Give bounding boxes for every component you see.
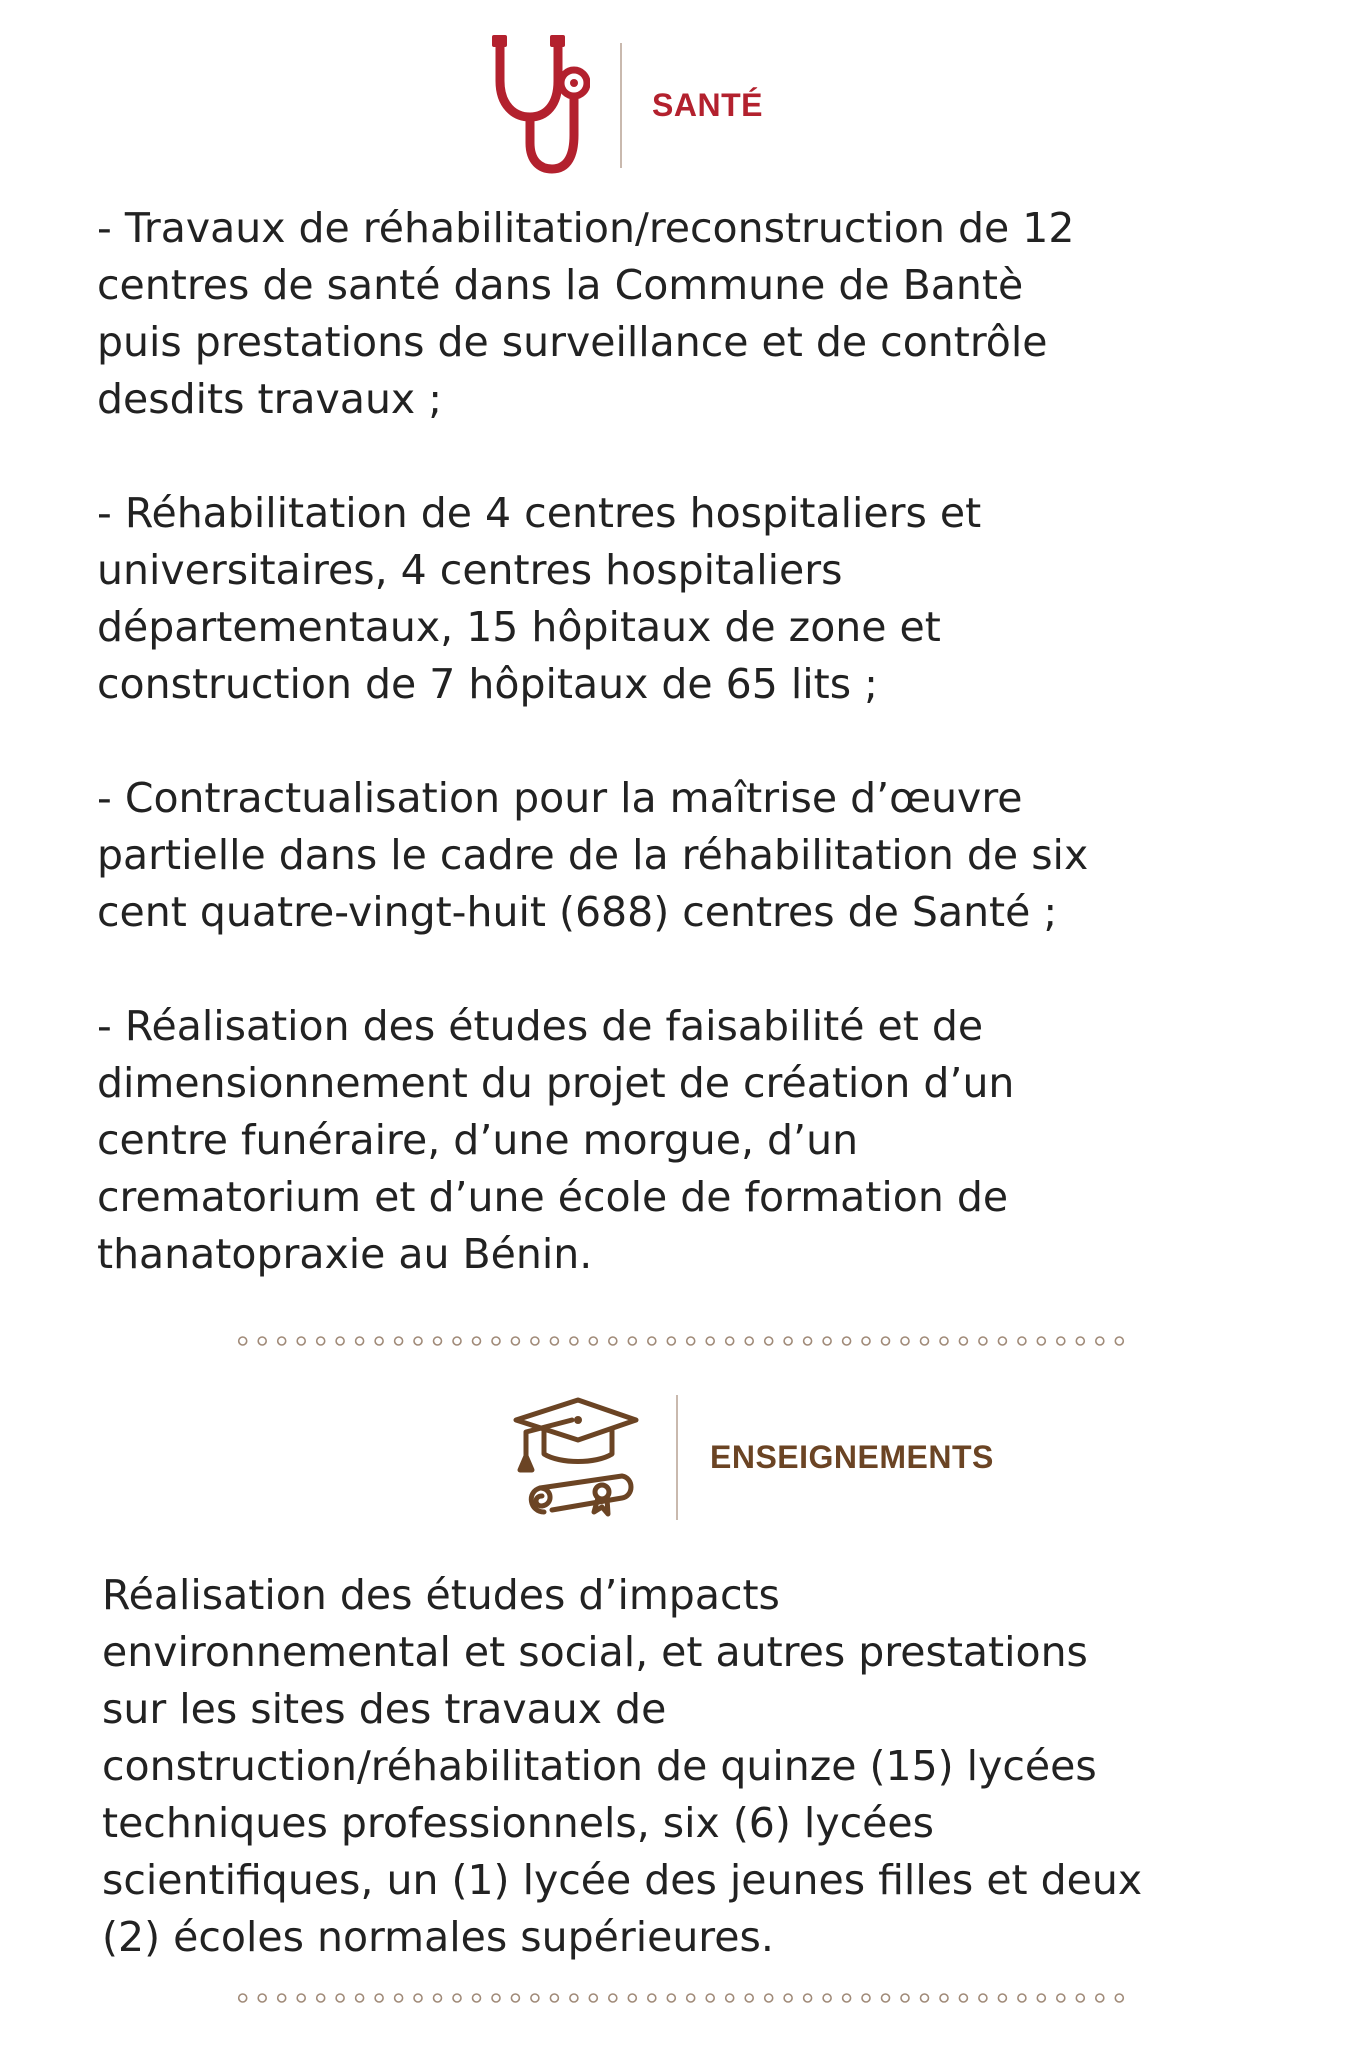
divider-dot [511, 1994, 519, 2002]
divider-dot [940, 1337, 948, 1345]
sante-content [97, 200, 1337, 1283]
divider-dot [453, 1337, 461, 1345]
divider-dot [434, 1994, 442, 2002]
divider-dot [648, 1994, 656, 2002]
divider-dot [336, 1337, 344, 1345]
divider-dot [921, 1994, 929, 2002]
divider-dot [667, 1337, 675, 1345]
enseignements-title: ENSEIGNEMENTS [710, 1438, 994, 1475]
divider-dot [1037, 1337, 1045, 1345]
divider-dot [667, 1994, 675, 2002]
divider-dot [609, 1337, 617, 1345]
divider-dot [531, 1994, 539, 2002]
divider-dot [356, 1994, 364, 2002]
divider-dot [882, 1994, 890, 2002]
stethoscope-icon [488, 35, 590, 175]
divider-dot [648, 1337, 656, 1345]
divider-dot [823, 1337, 831, 1345]
divider-dot [1096, 1994, 1104, 2002]
divider-dot [843, 1994, 851, 2002]
dotted-divider [233, 1991, 1129, 2005]
divider-dot [492, 1994, 500, 2002]
divider-dot [901, 1337, 909, 1345]
divider-dot [550, 1994, 558, 2002]
divider-dot [804, 1337, 812, 1345]
divider-dot [570, 1337, 578, 1345]
divider-dot [726, 1994, 734, 2002]
divider-dot [395, 1337, 403, 1345]
divider-dot [706, 1994, 714, 2002]
divider-dot [336, 1994, 344, 2002]
divider-dot [258, 1994, 266, 2002]
divider-dot [979, 1337, 987, 1345]
divider-dot [395, 1994, 403, 2002]
divider-dot [862, 1994, 870, 2002]
divider-dot [882, 1337, 890, 1345]
enseignements-header [512, 1392, 994, 1522]
divider-dot [998, 1337, 1006, 1345]
divider-dot [550, 1337, 558, 1345]
sante-title: SANTÉ [652, 86, 763, 123]
divider-dot [706, 1337, 714, 1345]
enseignements-header-divider [676, 1395, 678, 1520]
divider-dot [589, 1994, 597, 2002]
divider-dot [258, 1337, 266, 1345]
enseignements-item-1: Réalisation des études d’impacts environnemental et social, et autres prestations sur les sites des travaux de construction/réhabilitation de quinze (15) lycées techniques professionnels, six (6) lycées scientifiques, un (1) lycée des jeunes filles et deux (2) écoles normales supérieures. [102, 1571, 1143, 1961]
divider-dot [745, 1337, 753, 1345]
divider-dot [239, 1994, 247, 2002]
divider-dot [297, 1337, 305, 1345]
sante-header [488, 40, 763, 170]
divider-dot [570, 1994, 578, 2002]
sante-item-4: - Réalisation des études de faisabilité et de dimensionnement du projet de création d’un centre funéraire, d’une morgue, d’un crematorium et d’une école de formation de thanatopraxie au Bénin. [97, 1002, 1015, 1278]
divider-dot [453, 1994, 461, 2002]
sante-item-2: - Réhabilitation de 4 centres hospitaliers et universitaires, 4 centres hospitaliers départementaux, 15 hôpitaux de zone et construction de 7 hôpitaux de 65 lits ; [97, 489, 982, 708]
divider-dot [862, 1337, 870, 1345]
divider-dot [843, 1337, 851, 1345]
divider-dot [317, 1337, 325, 1345]
divider-dot [375, 1337, 383, 1345]
divider-dot [940, 1994, 948, 2002]
divider-dot [1076, 1337, 1084, 1345]
divider-dot [979, 1994, 987, 2002]
enseignements-content [102, 1567, 1342, 1966]
divider-dot [687, 1337, 695, 1345]
divider-dot [901, 1994, 909, 2002]
divider-dot [765, 1994, 773, 2002]
divider-dot [473, 1994, 481, 2002]
divider-dot [1018, 1994, 1026, 2002]
divider-dot [726, 1337, 734, 1345]
divider-dot [745, 1994, 753, 2002]
sante-header-divider [620, 43, 622, 168]
divider-dot [1096, 1337, 1104, 1345]
graduation-cap-diploma-icon [512, 1392, 642, 1522]
divider-dot [1018, 1337, 1026, 1345]
divider-dot [784, 1994, 792, 2002]
divider-dot [492, 1337, 500, 1345]
sante-item-3: - Contractualisation pour la maîtrise d’œuvre partielle dans le cadre de la réhabilitation de six cent quatre-vingt-huit (688) centres de Santé ; [97, 774, 1089, 936]
divider-dot [609, 1994, 617, 2002]
divider-dot [1057, 1994, 1065, 2002]
divider-dot [1115, 1337, 1123, 1345]
divider-dot [628, 1337, 636, 1345]
divider-dot [473, 1337, 481, 1345]
divider-dot [531, 1337, 539, 1345]
divider-dot [356, 1337, 364, 1345]
dotted-divider [233, 1334, 1129, 1348]
divider-dot [375, 1994, 383, 2002]
divider-dot [414, 1337, 422, 1345]
sante-item-1: - Travaux de réhabilitation/reconstruction de 12 centres de santé dans la Commune de Bantè puis prestations de surveillance et de contrôle desdits travaux ; [97, 204, 1075, 423]
divider-dot [297, 1994, 305, 2002]
divider-dot [998, 1994, 1006, 2002]
divider-dot [278, 1337, 286, 1345]
divider-dot [804, 1994, 812, 2002]
divider-dot [414, 1994, 422, 2002]
divider-dot [765, 1337, 773, 1345]
divider-dot [628, 1994, 636, 2002]
divider-dot [921, 1337, 929, 1345]
divider-dot [589, 1337, 597, 1345]
divider-dot [823, 1994, 831, 2002]
divider-dot [1057, 1337, 1065, 1345]
divider-dot [1037, 1994, 1045, 2002]
divider-dot [784, 1337, 792, 1345]
divider-dot [1115, 1994, 1123, 2002]
divider-dot [1076, 1994, 1084, 2002]
divider-dot [959, 1994, 967, 2002]
divider-dot [239, 1337, 247, 1345]
divider-dot [317, 1994, 325, 2002]
divider-dot [278, 1994, 286, 2002]
divider-dot [959, 1337, 967, 1345]
divider-dot [687, 1994, 695, 2002]
divider-dot [511, 1337, 519, 1345]
divider-dot [434, 1337, 442, 1345]
